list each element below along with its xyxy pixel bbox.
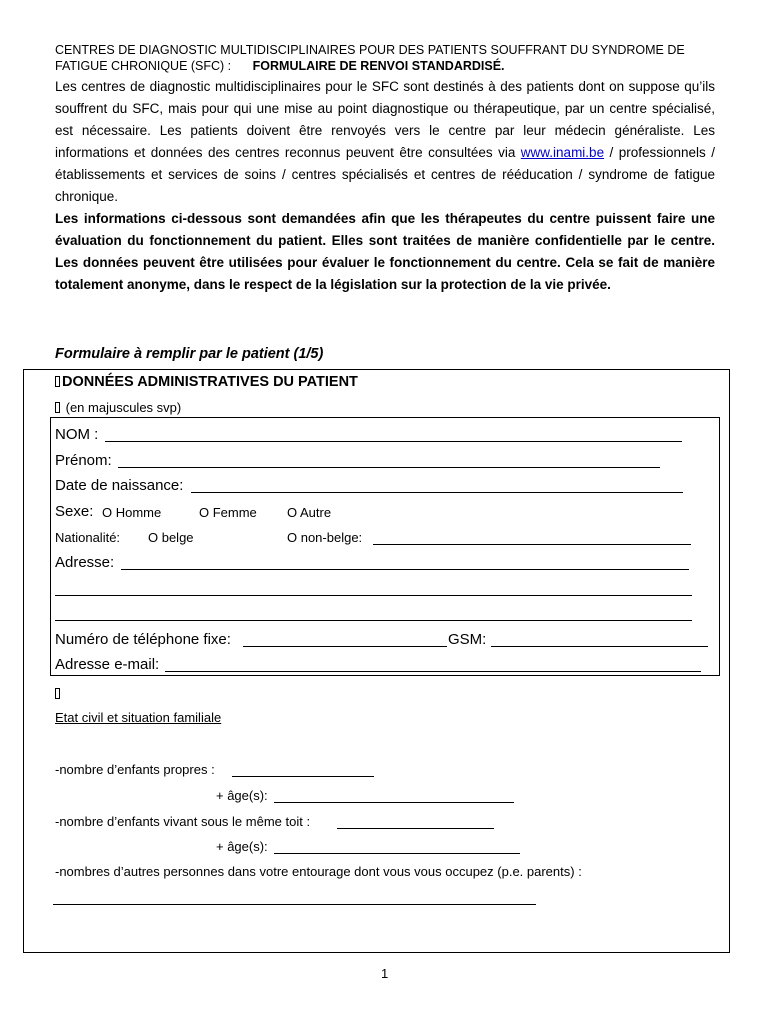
section-title-text: DONNÉES ADMINISTRATIVES DU PATIENT [62, 374, 358, 390]
inami-link[interactable]: www.inami.be [520, 145, 605, 160]
naissance-field[interactable] [191, 492, 683, 493]
nom-field[interactable] [105, 441, 682, 442]
sexe-label: Sexe: [55, 503, 94, 520]
enfants-field[interactable] [232, 776, 374, 777]
nationalite-label: Nationalité: [55, 530, 121, 545]
header-line-2 [55, 58, 505, 74]
prenom-field[interactable] [118, 467, 660, 468]
email-field[interactable] [165, 671, 701, 672]
email-label: Adresse e-mail: [55, 656, 160, 673]
naissance-label: Date de naissance: [55, 477, 184, 494]
tel-field[interactable] [243, 646, 447, 647]
prenom-label: Prénom: [55, 452, 112, 469]
adresse-field-2[interactable] [55, 595, 692, 596]
adresse-label: Adresse: [55, 554, 115, 571]
header-form-title: FORMULAIRE DE RENVOI STANDARDISÉ. [252, 59, 505, 73]
missing-glyph-icon [55, 402, 60, 413]
sexe-autre-option[interactable]: O Autre [287, 505, 332, 520]
ages2-label: + âge(s): [216, 839, 268, 854]
nat-belge-option[interactable]: O belge [148, 530, 194, 545]
adresse-field-1[interactable] [121, 569, 689, 570]
nat-nonbelge-option[interactable]: O non-belge: [287, 530, 363, 545]
nat-nonbelge-field[interactable] [373, 544, 691, 545]
header-line-1: CENTRES DE DIAGNOSTIC MULTIDISCIPLINAIRES POUR DES PATIENTS SOUFFRANT DU SYNDROME DE [55, 43, 685, 57]
tel-label: Numéro de téléphone fixe: [55, 631, 231, 648]
intro-paragraph [55, 76, 715, 208]
missing-glyph-icon [55, 685, 62, 703]
section-title [55, 374, 358, 390]
ages1-label: + âge(s): [216, 788, 268, 803]
form-title: Formulaire à remplir par le patient (1/5) [55, 346, 324, 362]
enfants-toit-field[interactable] [337, 828, 494, 829]
autres-label: -nombres d’autres personnes dans votre entourage dont vous vous occupez (p.e. parents) : [55, 864, 582, 879]
privacy-notice: Les informations ci-dessous sont demandées afin que les thérapeutes du centre puissent faire une évaluation du fonctionnement du patient. Elles sont traitées de manière confidentielle par le centre. Les données peuvent être utilisées pour évaluer le fonctionnement du centre. Cela se fait de manière totalement anonyme, dans le respect de la législation sur la protection de la vie privée. [55, 211, 715, 292]
missing-glyph-icon [55, 376, 60, 387]
sexe-femme-option[interactable]: O Femme [199, 505, 257, 520]
gsm-field[interactable] [491, 646, 708, 647]
section-hint-text: (en majuscules svp) [65, 400, 182, 415]
header-prefix: FATIGUE CHRONIQUE (SFC) : [55, 59, 232, 73]
intro-text-1: Les centres de diagnostic multidisciplinaires pour le SFC sont destinés à des patients dont on suppose qu’ils souffrent du SFC, mais pour qui une mise au point diagnostique ou thérapeutique, par un centre spécialisé, est nécessaire. Les patients doivent être renvoyés vers le centre par leur médecin généraliste. Les informations et données des centres reconnus peuvent être consultées via [55, 79, 715, 160]
civil-title: Etat civil et situation familiale [55, 710, 222, 725]
sexe-homme-option[interactable]: O Homme [102, 505, 162, 520]
gsm-label: GSM: [448, 631, 487, 648]
section-hint [55, 400, 181, 415]
autres-field[interactable] [53, 904, 536, 905]
ages1-field[interactable] [274, 802, 514, 803]
nom-label: NOM : [55, 426, 99, 443]
ages2-field[interactable] [274, 853, 520, 854]
intro-text-2: / professionnels / établissements et services de soins / centres spécialisés et centres de rééducation / syndrome de fatigue chronique. [55, 145, 715, 204]
enfants-toit-label: -nombre d’enfants vivant sous le même toit : [55, 814, 311, 829]
page-number: 1 [381, 966, 389, 981]
enfants-label: -nombre d’enfants propres : [55, 762, 215, 777]
adresse-field-3[interactable] [55, 620, 692, 621]
